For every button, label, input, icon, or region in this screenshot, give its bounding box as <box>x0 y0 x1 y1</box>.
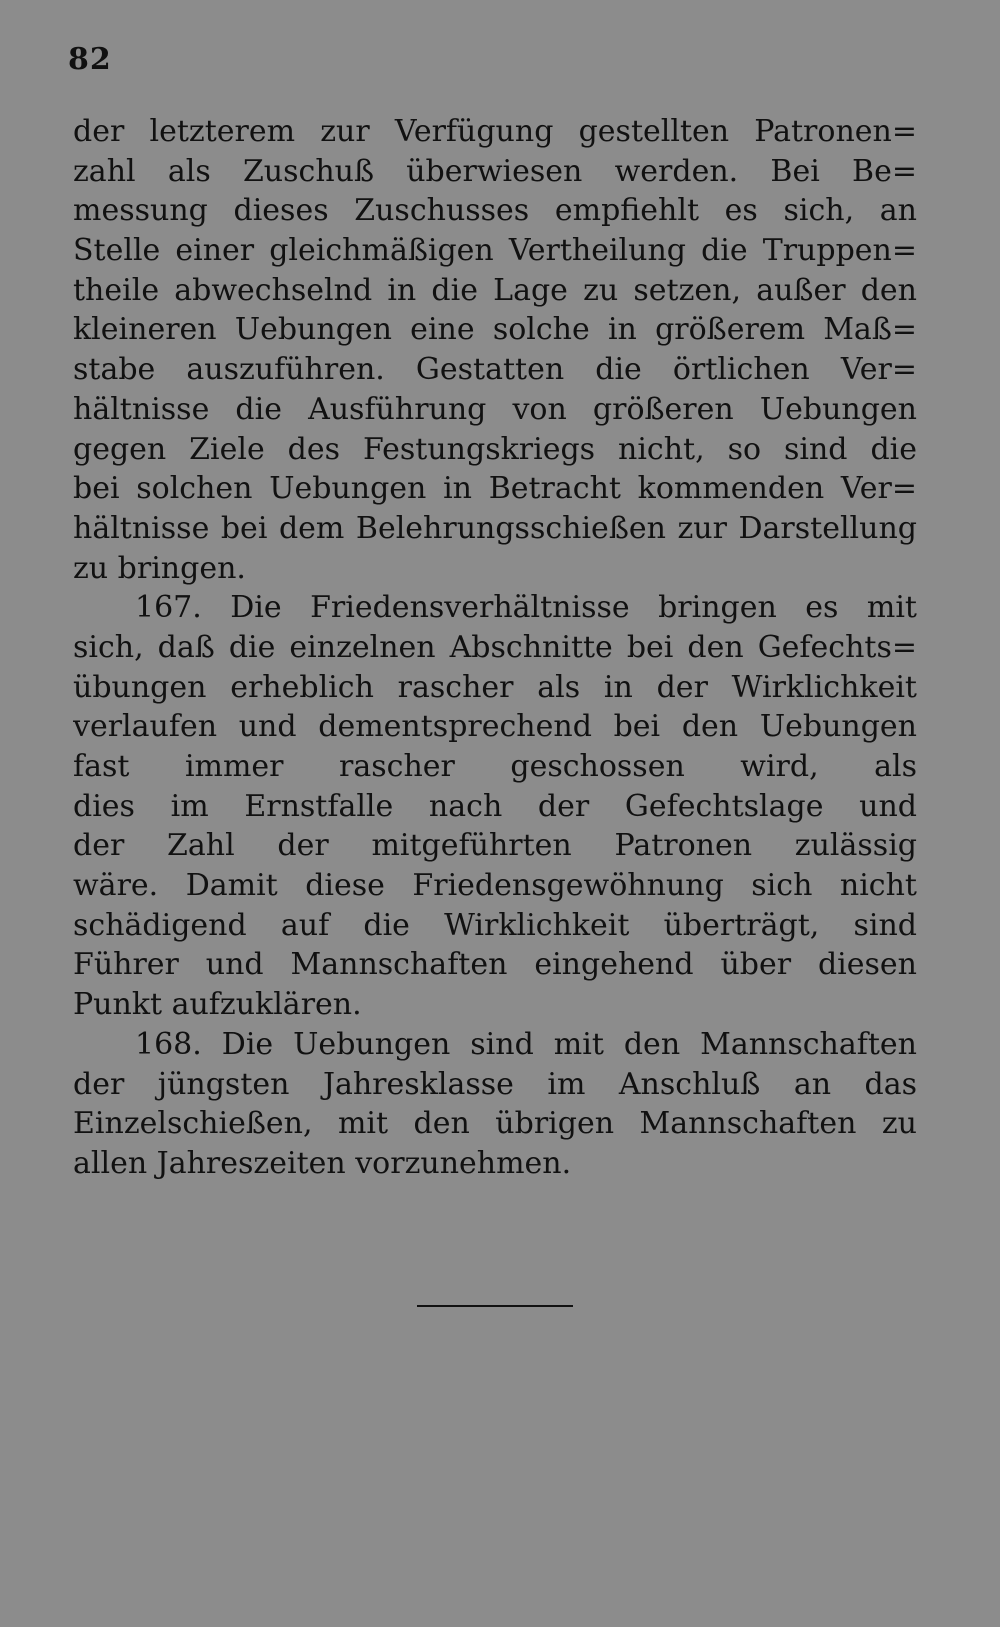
text-line: stabe auszuführen. Gestatten die örtlichen Ver= <box>73 352 917 388</box>
text-line: kleineren Uebungen eine solche in größerem Maß= <box>73 312 917 348</box>
paragraph-167-start: 167. Die Friedensverhältnisse bringen es mit <box>135 590 917 626</box>
text-line: fast immer rascher geschossen wird, als <box>73 749 917 784</box>
text-line: theile abwechselnd in die Lage zu setzen, außer den <box>73 272 917 308</box>
text-line: der jüngsten Jahresklasse im Anschluß an das <box>73 1066 917 1102</box>
text-line: Einzelschießen, mit den übrigen Mannschaften zu <box>73 1106 917 1142</box>
paragraph-168-start: 168. Die Uebungen sind mit den Mannschaften <box>135 1026 917 1062</box>
text-line: Stelle einer gleichmäßigen Vertheilung die Truppen= <box>73 233 917 269</box>
text-line: der letzterem zur Verfügung gestellten Patronen= <box>73 114 917 149</box>
text-line: sich, daß die einzelnen Abschnitte bei den Gefechts= <box>73 629 917 665</box>
text-line: allen Jahreszeiten vorzunehmen. <box>73 1145 572 1181</box>
text-line: bei solchen Uebungen in Betracht kommenden Ver= <box>73 471 917 507</box>
text-line: messung dieses Zuschusses empfiehlt es sich, an <box>73 193 917 229</box>
text-line: schädigend auf die Wirklichkeit überträgt, sind <box>73 907 917 943</box>
text-line: zahl als Zuschuß überwiesen werden. Bei Be= <box>73 153 917 189</box>
text-line: der Zahl der mitgeführten Patronen zulässig <box>73 828 917 864</box>
text-line: verlaufen und dementsprechend bei den Uebungen <box>73 709 917 745</box>
text-line: dies im Ernstfalle nach der Gefechtslage und <box>73 788 917 824</box>
text-line: Führer und Mannschaften eingehend über diesen <box>73 947 917 983</box>
page-number: 82 <box>68 42 112 77</box>
section-divider <box>417 1305 573 1307</box>
text-line: wäre. Damit diese Friedensgewöhnung sich nicht <box>73 868 917 904</box>
text-line: Punkt aufzuklären. <box>73 987 362 1023</box>
text-line: hältnisse die Ausführung von größeren Uebungen <box>73 391 917 427</box>
text-line: hältnisse bei dem Belehrungsschießen zur Darstellung <box>73 510 917 546</box>
body-text <box>73 112 917 1184</box>
text-line: übungen erheblich rascher als in der Wirklichkeit <box>73 669 917 705</box>
text-line: gegen Ziele des Festungskriegs nicht, so sind die <box>73 431 917 467</box>
text-line: zu bringen. <box>73 550 246 586</box>
